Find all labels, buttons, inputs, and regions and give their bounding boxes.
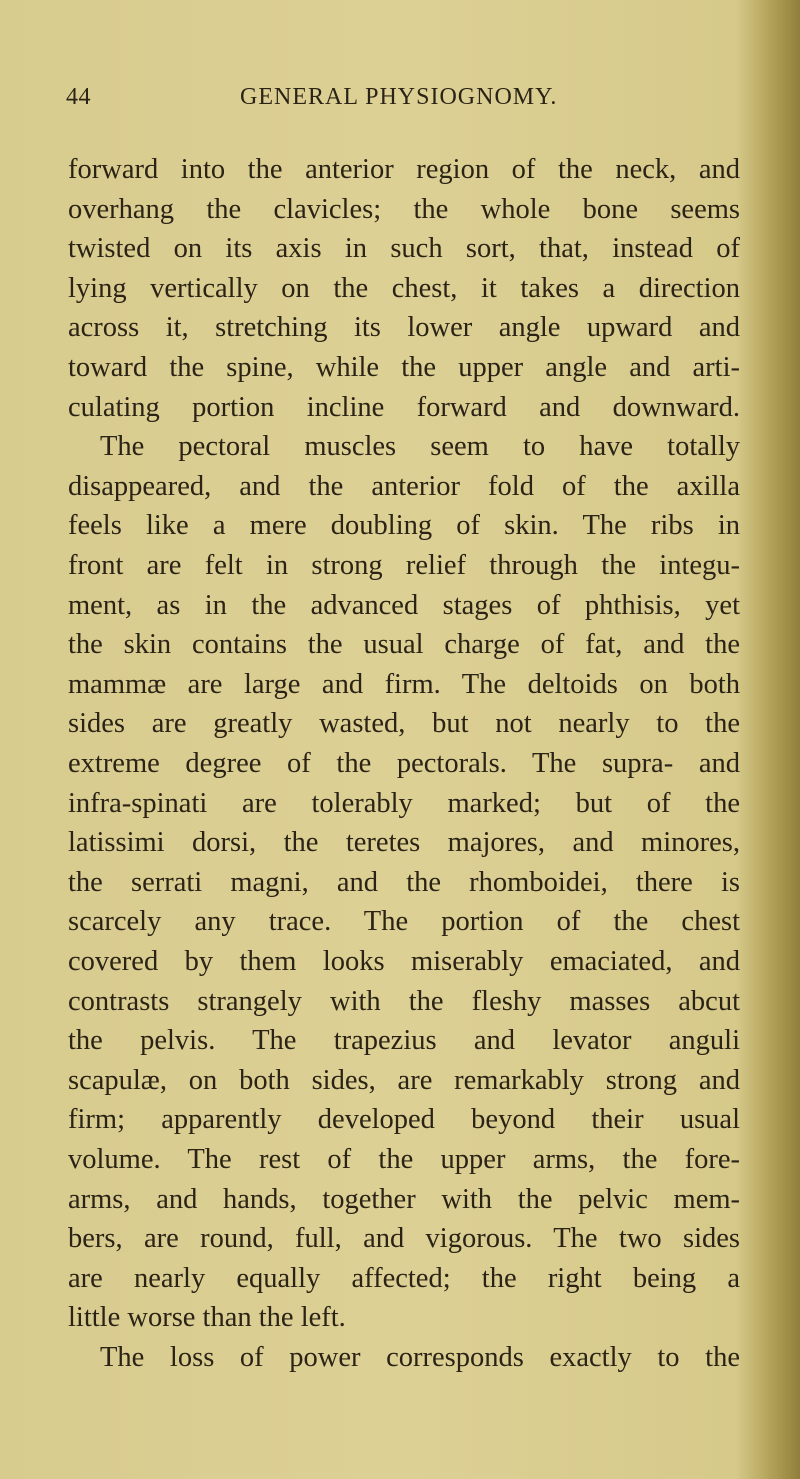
text-line: infra-spinati are tolerably marked; but of the <box>68 787 740 819</box>
text-line: the skin contains the usual charge of fat, and the <box>68 629 740 661</box>
text-line: latissimi dorsi, the teretes majores, and minores, <box>68 827 740 859</box>
text-line: the pelvis. The trapezius and levator anguli <box>68 1025 740 1057</box>
text-line: disappeared, and the anterior fold of the axilla <box>68 470 740 502</box>
text-line: lying vertically on the chest, it takes a direction <box>68 272 740 304</box>
text-line: covered by them looks miserably emaciated, and <box>68 946 740 977</box>
text-line: twisted on its axis in such sort, that, instead of <box>68 233 740 265</box>
text-line: feels like a mere doubling of skin. The ribs in <box>68 510 740 542</box>
running-title: GENERAL PHYSIOGNOMY. <box>240 84 558 110</box>
text-line: The pectoral muscles seem to have totally <box>100 431 740 463</box>
text-line: across it, stretching its lower angle upward and <box>68 312 740 344</box>
text-line: are nearly equally affected; the right being a <box>68 1262 740 1294</box>
text-line: toward the spine, while the upper angle and arti- <box>68 352 740 383</box>
text-line: arms, and hands, together with the pelvic mem- <box>68 1183 740 1215</box>
page-number: 44 <box>66 84 91 110</box>
text-line: extreme degree of the pectorals. The supra- and <box>68 748 740 779</box>
text-line: front are felt in strong relief through the integu- <box>68 550 740 581</box>
text-line: mammæ are large and firm. The deltoids on both <box>68 668 740 700</box>
text-line: forward into the anterior region of the neck, and <box>68 154 740 185</box>
text-line: volume. The rest of the upper arms, the fore- <box>68 1144 740 1175</box>
text-line: culating portion incline forward and downward. <box>68 391 740 423</box>
text-line: ment, as in the advanced stages of phthisis, yet <box>68 589 740 621</box>
text-line: the serrati magni, and the rhomboidei, there is <box>68 866 740 898</box>
text-line: scapulæ, on both sides, are remarkably strong and <box>68 1064 740 1096</box>
text-line: overhang the clavicles; the whole bone seems <box>68 193 740 225</box>
text-line: contrasts strangely with the fleshy masses abcut <box>68 985 740 1017</box>
text-line: bers, are round, full, and vigorous. The two sides <box>68 1223 740 1255</box>
text-line: little worse than the left. <box>68 1302 346 1334</box>
text-line: sides are greatly wasted, but not nearly to the <box>68 708 740 740</box>
text-line: The loss of power corresponds exactly to the <box>100 1342 740 1373</box>
text-line: scarcely any trace. The portion of the chest <box>68 906 740 938</box>
text-line: firm; apparently developed beyond their usual <box>68 1104 740 1136</box>
